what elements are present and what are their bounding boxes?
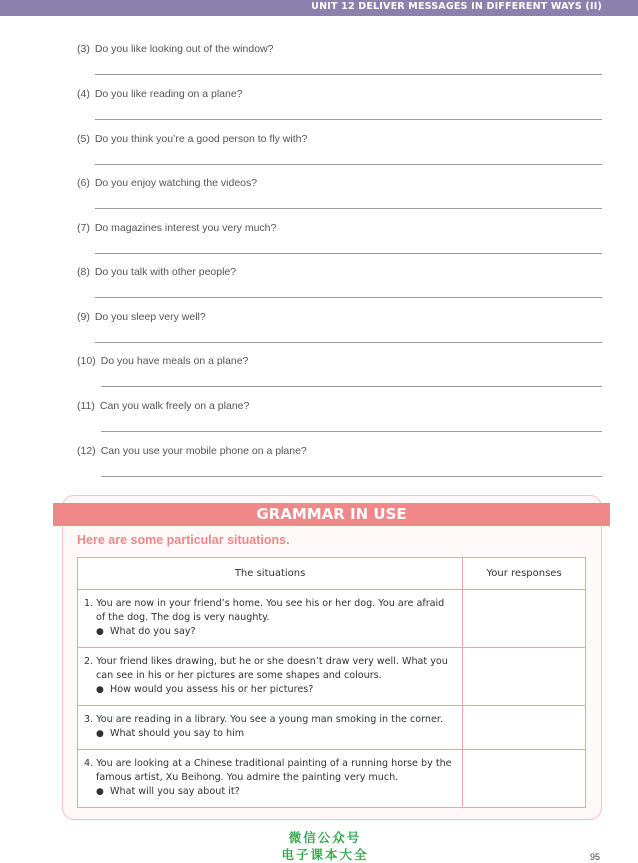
question-text: Do you like looking out of the window?	[94, 43, 274, 55]
question-text: Do you sleep very well?	[94, 311, 206, 323]
situation-question: What will you say about it?	[110, 786, 240, 797]
situations-table	[77, 557, 586, 808]
answer-line[interactable]	[95, 342, 602, 343]
question-number: (11)	[77, 400, 95, 412]
bullet-icon: ●	[96, 787, 104, 797]
situation-text: 4. You are looking at a Chinese traditional painting of a running horse by the famous artist, Xu Beihong. You admire the painting very much.	[84, 758, 452, 783]
question-item	[77, 177, 602, 222]
watermark-line-2: 电子课本大全	[281, 847, 369, 862]
question-item	[77, 266, 602, 311]
table-row	[78, 706, 586, 750]
table-row	[78, 648, 586, 706]
question-text: Do you enjoy watching the videos?	[94, 177, 258, 189]
answer-line[interactable]	[101, 476, 602, 477]
situation-question: How would you assess his or her pictures?	[110, 684, 314, 695]
question-item	[77, 355, 602, 400]
question-number: (4)	[77, 88, 90, 100]
answer-line[interactable]	[95, 74, 602, 75]
question-text: Do you like reading on a plane?	[94, 88, 243, 100]
situation-question: What do you say?	[110, 626, 196, 637]
question-item	[77, 222, 602, 267]
question-text: Do you have meals on a plane?	[100, 355, 249, 367]
question-number: (8)	[77, 266, 90, 278]
unit-title: UNIT 12 DELIVER MESSAGES IN DIFFERENT WAYS (II)	[311, 1, 602, 12]
response-cell[interactable]	[463, 590, 586, 648]
table-row	[78, 590, 586, 648]
question-text: Can you use your mobile phone on a plane?	[100, 445, 307, 457]
answer-line[interactable]	[101, 431, 602, 432]
situation-text: 2. Your friend likes drawing, but he or she doesn’t draw very well. What you can see in his or her pictures are some shapes and colours.	[84, 656, 448, 681]
question-text: Can you walk freely on a plane?	[99, 400, 250, 412]
answer-line[interactable]	[95, 164, 602, 165]
column-header-situations: The situations	[78, 558, 463, 590]
situation-text: 3. You are reading in a library. You see a young man smoking in the corner.	[84, 714, 443, 725]
answer-line[interactable]	[101, 386, 602, 387]
answer-line[interactable]	[95, 297, 602, 298]
question-number: (12)	[77, 445, 96, 457]
situation-cell	[78, 648, 463, 706]
question-text: Do you talk with other people?	[94, 266, 237, 278]
situation-question: What should you say to him	[110, 728, 245, 739]
question-item	[77, 133, 602, 178]
watermark-line-1: 微信公众号	[288, 830, 362, 845]
question-number: (7)	[77, 222, 90, 234]
question-item	[77, 311, 602, 356]
situation-cell	[78, 750, 463, 808]
response-cell[interactable]	[463, 706, 586, 750]
question-number: (9)	[77, 311, 90, 323]
response-cell[interactable]	[463, 750, 586, 808]
question-number: (5)	[77, 133, 90, 145]
situation-text: 1. You are now in your friend’s home. You see his or her dog. You are afraid of the dog. The dog is very naughty.	[84, 598, 445, 623]
bullet-icon: ●	[96, 627, 104, 637]
question-item	[77, 400, 602, 445]
bullet-icon: ●	[96, 729, 104, 739]
question-item	[77, 445, 602, 490]
column-header-responses: Your responses	[463, 558, 586, 590]
unit-header-bar	[0, 0, 638, 16]
grammar-intro: Here are some particular situations.	[77, 533, 290, 547]
question-item	[77, 43, 602, 88]
situation-cell	[78, 706, 463, 750]
question-number: (6)	[77, 177, 90, 189]
situation-cell	[78, 590, 463, 648]
question-text: Do magazines interest you very much?	[94, 222, 277, 234]
response-cell[interactable]	[463, 648, 586, 706]
question-item	[77, 88, 602, 133]
question-text: Do you think you’re a good person to fly with?	[94, 133, 308, 145]
answer-line[interactable]	[95, 253, 602, 254]
page-number: 95	[589, 852, 600, 862]
question-number: (3)	[77, 43, 90, 55]
answer-line[interactable]	[95, 119, 602, 120]
answer-line[interactable]	[95, 208, 602, 209]
question-number: (10)	[77, 355, 96, 367]
bullet-icon: ●	[96, 685, 104, 695]
grammar-title: GRAMMAR IN USE	[53, 503, 610, 526]
table-row	[78, 750, 586, 808]
